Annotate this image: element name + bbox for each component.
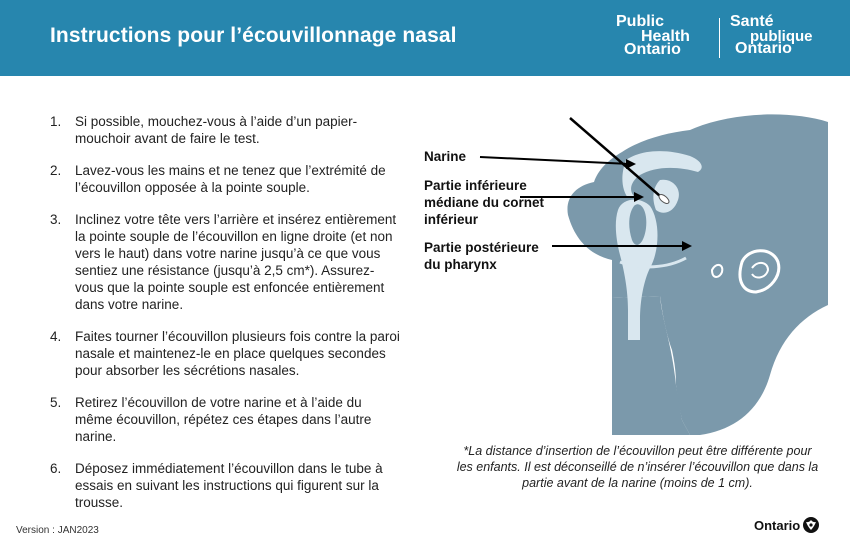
- step-number: 4.: [50, 329, 62, 344]
- ontario-wordmark: Ontario: [754, 518, 801, 533]
- footnote: *La distance d’insertion de l’écouvillon peut être différente pour les enfants. Il est déconseillé de n’insérer l’écouvillon que dans la partie avant de la narine (moins de 1 cm).: [456, 444, 819, 490]
- version-label: Version : JAN2023: [16, 525, 99, 536]
- label-cornet-line-3: inférieur: [424, 212, 479, 227]
- logo-fr-line-3: Ontario: [735, 40, 792, 57]
- label-cornet-line-1: Partie inférieure: [424, 178, 527, 193]
- page-title: Instructions pour l’écouvillonnage nasal: [50, 24, 457, 47]
- step-text: Inclinez votre tête vers l’arrière et insérez entièrement la pointe souple de l’écouvillon en ligne droite (et non vers le haut) dans votre narine jusqu’à ce que vous sentiez une résistance (jusqu’à 2,5 cm*). Assurez-vous que la pointe souple est enfoncée entièrement dans votre narine.: [75, 212, 397, 312]
- step-number: 6.: [50, 461, 62, 476]
- step-text: Faites tourner l’écouvillon plusieurs fois contre la paroi nasale et maintenez-le en place quelques secondes pour absorber les sécrétions nasales.: [75, 329, 400, 378]
- label-cornet-line-2: médiane du cornet: [424, 195, 545, 210]
- step-item: [50, 394, 400, 445]
- step-item: [50, 113, 400, 147]
- label-narine: Narine: [424, 149, 467, 164]
- step-text: Déposez immédiatement l’écouvillon dans le tube à essais en suivant les instructions qui figurent sur la trousse.: [75, 461, 383, 510]
- logo-en-line-1: Public: [616, 13, 665, 30]
- step-item: [50, 328, 400, 379]
- trillium-icon: [803, 517, 819, 533]
- label-pharynx-line-2: du pharynx: [424, 257, 497, 272]
- logo-fr-line-2: publique: [750, 28, 813, 45]
- logo-fr-line-1: Santé: [730, 13, 774, 30]
- step-number: 1.: [50, 114, 62, 129]
- header-banner: [0, 0, 850, 76]
- logo-divider: [719, 18, 720, 58]
- step-item: [50, 460, 400, 511]
- step-text: Lavez-vous les mains et ne tenez que l’extrémité de l’écouvillon opposée à la pointe souple.: [75, 163, 386, 195]
- narine-arrow: [480, 157, 630, 164]
- logo-en-line-3: Ontario: [624, 41, 681, 58]
- step-item: [50, 211, 400, 313]
- sante-publique-ontario-logo: [730, 14, 813, 57]
- label-pharynx-line-1: Partie postérieure: [424, 240, 539, 255]
- step-number: 5.: [50, 395, 62, 410]
- step-number: 2.: [50, 163, 62, 178]
- logo-en-line-2: Health: [641, 28, 690, 45]
- step-text: Si possible, mouchez-vous à l’aide d’un papier-mouchoir avant de faire le test.: [75, 114, 358, 146]
- step-text: Retirez l’écouvillon de votre narine et à l’aide du même écouvillon, répétez ces étapes dans l’autre narine.: [75, 395, 372, 444]
- step-item: [50, 162, 400, 196]
- public-health-ontario-logo: [616, 14, 690, 58]
- instruction-steps: [50, 113, 400, 526]
- step-number: 3.: [50, 212, 62, 227]
